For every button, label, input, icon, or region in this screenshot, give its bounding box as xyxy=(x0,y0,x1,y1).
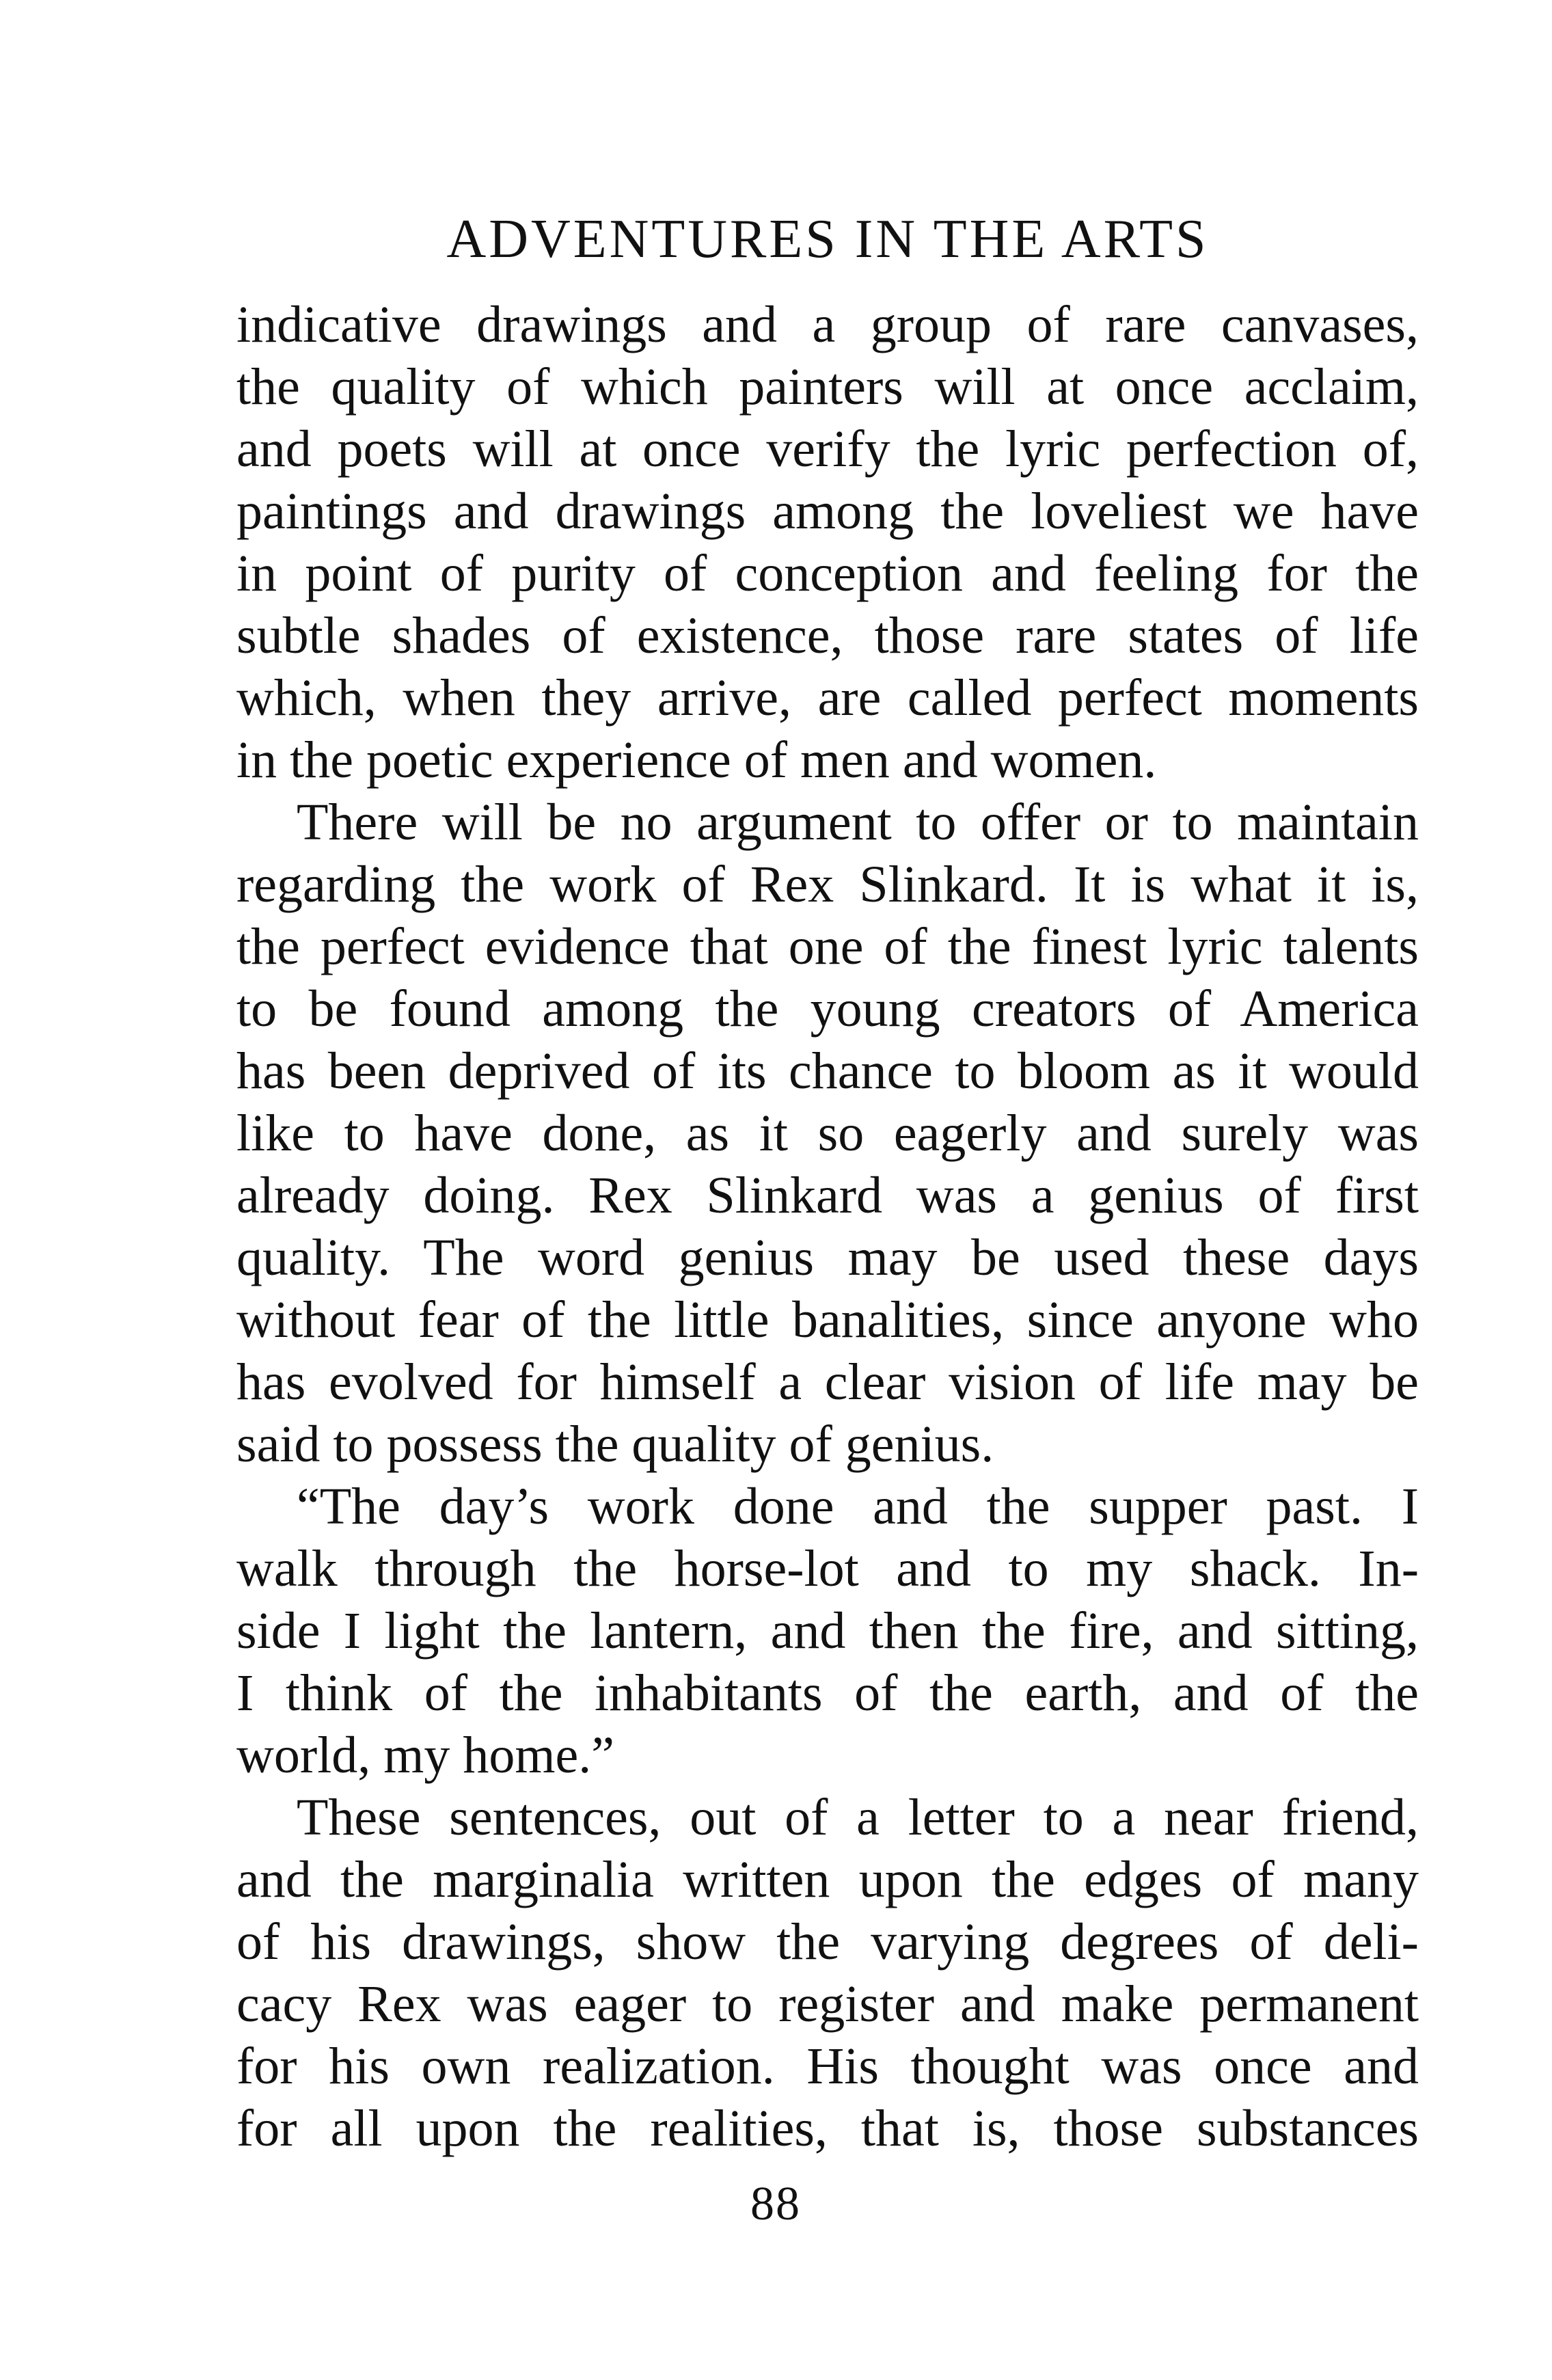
text-line: said to possess the quality of genius. xyxy=(236,1416,994,1473)
text-line: for all upon the realities, that is, those substances xyxy=(236,2100,1419,2157)
text-line: “The day’s work done and the supper past. I xyxy=(297,1478,1419,1535)
text-line: in point of purity of conception and feeling for the xyxy=(236,545,1419,602)
text-line: and poets will at once verify the lyric perfection of, xyxy=(236,420,1419,478)
text-line: I think of the inhabitants of the earth, and of the xyxy=(236,1664,1419,1722)
page-number: 88 xyxy=(750,2178,801,2230)
text-line: There will be no argument to offer or to maintain xyxy=(297,794,1419,851)
text-line: of his drawings, show the varying degrees of deli- xyxy=(236,1913,1419,1971)
quotation-paragraph xyxy=(236,1476,1419,1787)
text-line: world, my home.” xyxy=(236,1727,615,1784)
text-line: subtle shades of existence, those rare states of life xyxy=(236,607,1419,664)
text-line: indicative drawings and a group of rare canvases, xyxy=(236,296,1419,353)
text-line: to be found among the young creators of America xyxy=(236,980,1419,1038)
text-line: These sentences, out of a letter to a near friend, xyxy=(297,1789,1419,1846)
paragraph xyxy=(236,792,1419,1476)
text-line: which, when they arrive, are called perfect moments xyxy=(236,669,1419,727)
paragraph xyxy=(236,294,1419,792)
text-line: like to have done, as it so eagerly and surely was xyxy=(236,1105,1419,1162)
text-line: the quality of which painters will at once acclaim, xyxy=(236,358,1419,416)
text-line: in the poetic experience of men and women. xyxy=(236,731,1157,789)
text-line: for his own realization. His thought was once and xyxy=(236,2038,1419,2095)
text-line: cacy Rex was eager to register and make permanent xyxy=(236,1975,1419,2033)
text-line: quality. The word genius may be used these days xyxy=(236,1229,1419,1286)
paragraph xyxy=(236,1787,1419,2160)
running-head: ADVENTURES IN THE ARTS xyxy=(446,209,1209,269)
text-line: paintings and drawings among the loveliest we have xyxy=(236,483,1419,540)
body-text xyxy=(236,294,1419,2160)
text-line: the perfect evidence that one of the finest lyric talents xyxy=(236,918,1419,975)
text-line: side I light the lantern, and then the fire, and sitting, xyxy=(236,1602,1419,1660)
text-line: has been deprived of its chance to bloom as it would xyxy=(236,1042,1419,1100)
text-line: without fear of the little banalities, since anyone who xyxy=(236,1291,1419,1349)
text-line: and the marginalia written upon the edges of many xyxy=(236,1851,1419,1908)
text-line: already doing. Rex Slinkard was a genius of first xyxy=(236,1167,1419,1224)
text-line: walk through the horse-lot and to my shack. In- xyxy=(236,1540,1419,1597)
text-line: has evolved for himself a clear vision of life may be xyxy=(236,1353,1419,1411)
text-line: regarding the work of Rex Slinkard. It is what it is, xyxy=(236,856,1419,913)
